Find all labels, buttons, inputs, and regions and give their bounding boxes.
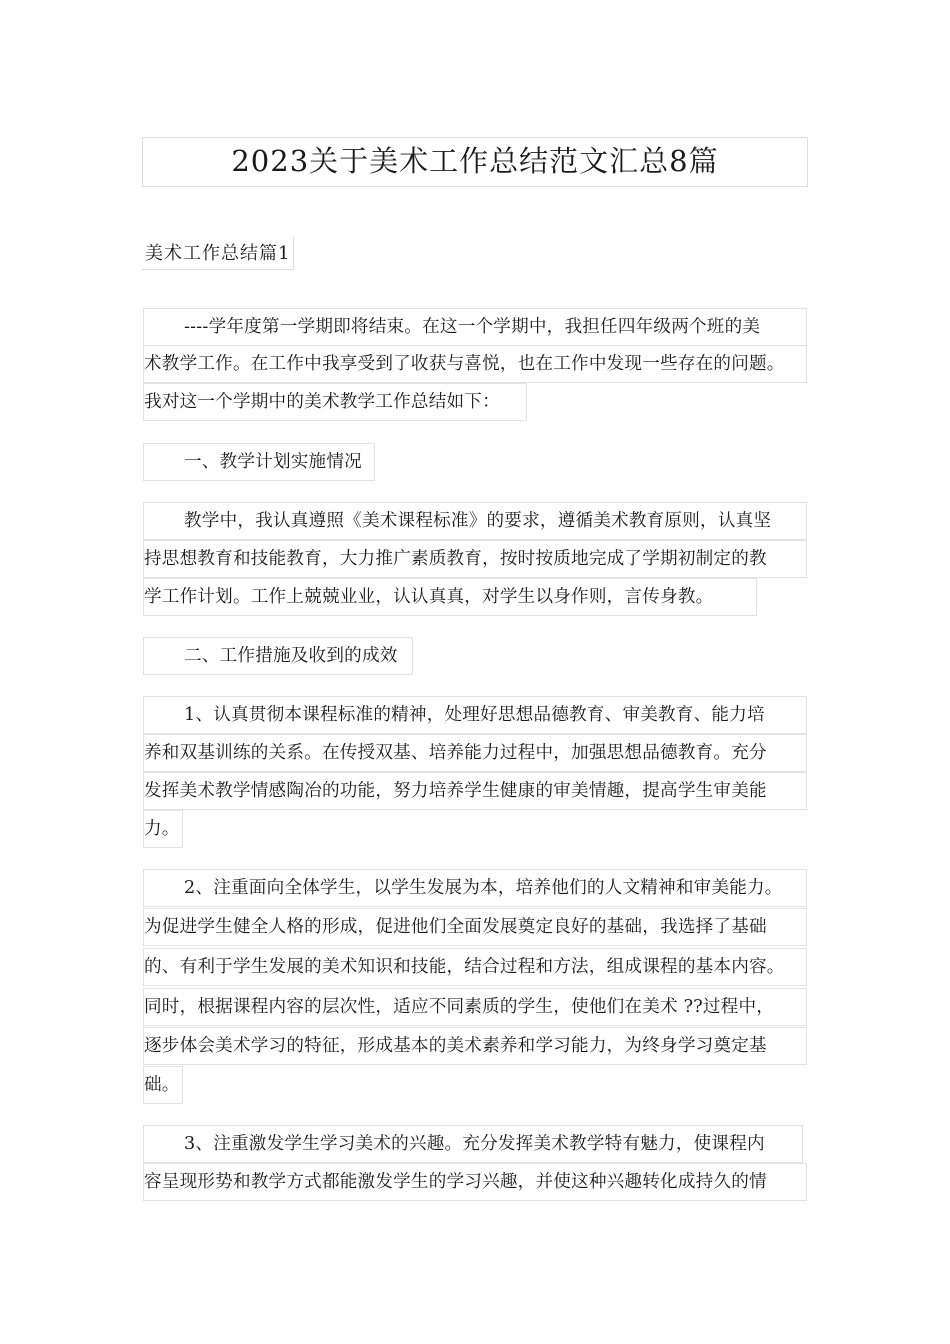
paragraph-line: 教学中，我认真遵照《美术课程标准》的要求，遵循美术教育原则，认真坚 (143, 502, 807, 540)
paragraph-line: 3、注重激发学生学习美术的兴趣。充分发挥美术教学特有魅力，使课程内 (143, 1125, 803, 1163)
paragraph-line: 础。 (143, 1066, 183, 1104)
paragraph-line: 容呈现形势和教学方式都能激发学生的学习兴趣，并使这种兴趣转化成持久的情 (143, 1163, 807, 1201)
paragraph-line: 我对这一个学期中的美术教学工作总结如下： (143, 383, 527, 421)
paragraph-line: 术教学工作。在工作中我享受到了收获与喜悦，也在工作中发现一些存在的问题。 (143, 345, 807, 383)
paragraph-line: 为促进学生健全人格的形成，促进他们全面发展奠定良好的基础，我选择了基础 (143, 908, 807, 946)
paragraph-line: 持思想教育和技能教育，大力推广素质教育，按时按质地完成了学期初制定的教 (143, 540, 807, 578)
subheading-line: 一、教学计划实施情况 (143, 443, 375, 481)
paragraph-line: 2、注重面向全体学生，以学生发展为本，培养他们的人文精神和审美能力。 (143, 869, 807, 907)
paragraph-line: 学工作计划。工作上兢兢业业，认认真真，对学生以身作则，言传身教。 (143, 578, 757, 616)
paragraph-line: 同时，根据课程内容的层次性，适应不同素质的学生，使他们在美术 ??过程中， (143, 988, 807, 1026)
paragraph-line: 力。 (143, 810, 183, 848)
paragraph-line: ----学年度第一学期即将结束。在这一个学期中，我担任四年级两个班的美 (143, 308, 807, 346)
paragraph-line: 的、有利于学生发展的美术知识和技能，结合过程和方法，组成课程的基本内容。 (143, 948, 807, 986)
section-heading: 美术工作总结篇1 (142, 237, 294, 270)
paragraph-line: 发挥美术教学情感陶冶的功能，努力培养学生健康的审美情趣，提高学生审美能 (143, 772, 807, 810)
document-title: 2023关于美术工作总结范文汇总8篇 (142, 137, 808, 187)
paragraph-line: 1、认真贯彻本课程标准的精神，处理好思想品德教育、审美教育、能力培 (143, 696, 807, 734)
paragraph-line: 养和双基训练的关系。在传授双基、培养能力过程中，加强思想品德教育。充分 (143, 734, 807, 772)
paragraph-line: 逐步体会美术学习的特征，形成基本的美术素养和学习能力，为终身学习奠定基 (143, 1027, 807, 1065)
subheading-line: 二、工作措施及收到的成效 (143, 637, 413, 675)
